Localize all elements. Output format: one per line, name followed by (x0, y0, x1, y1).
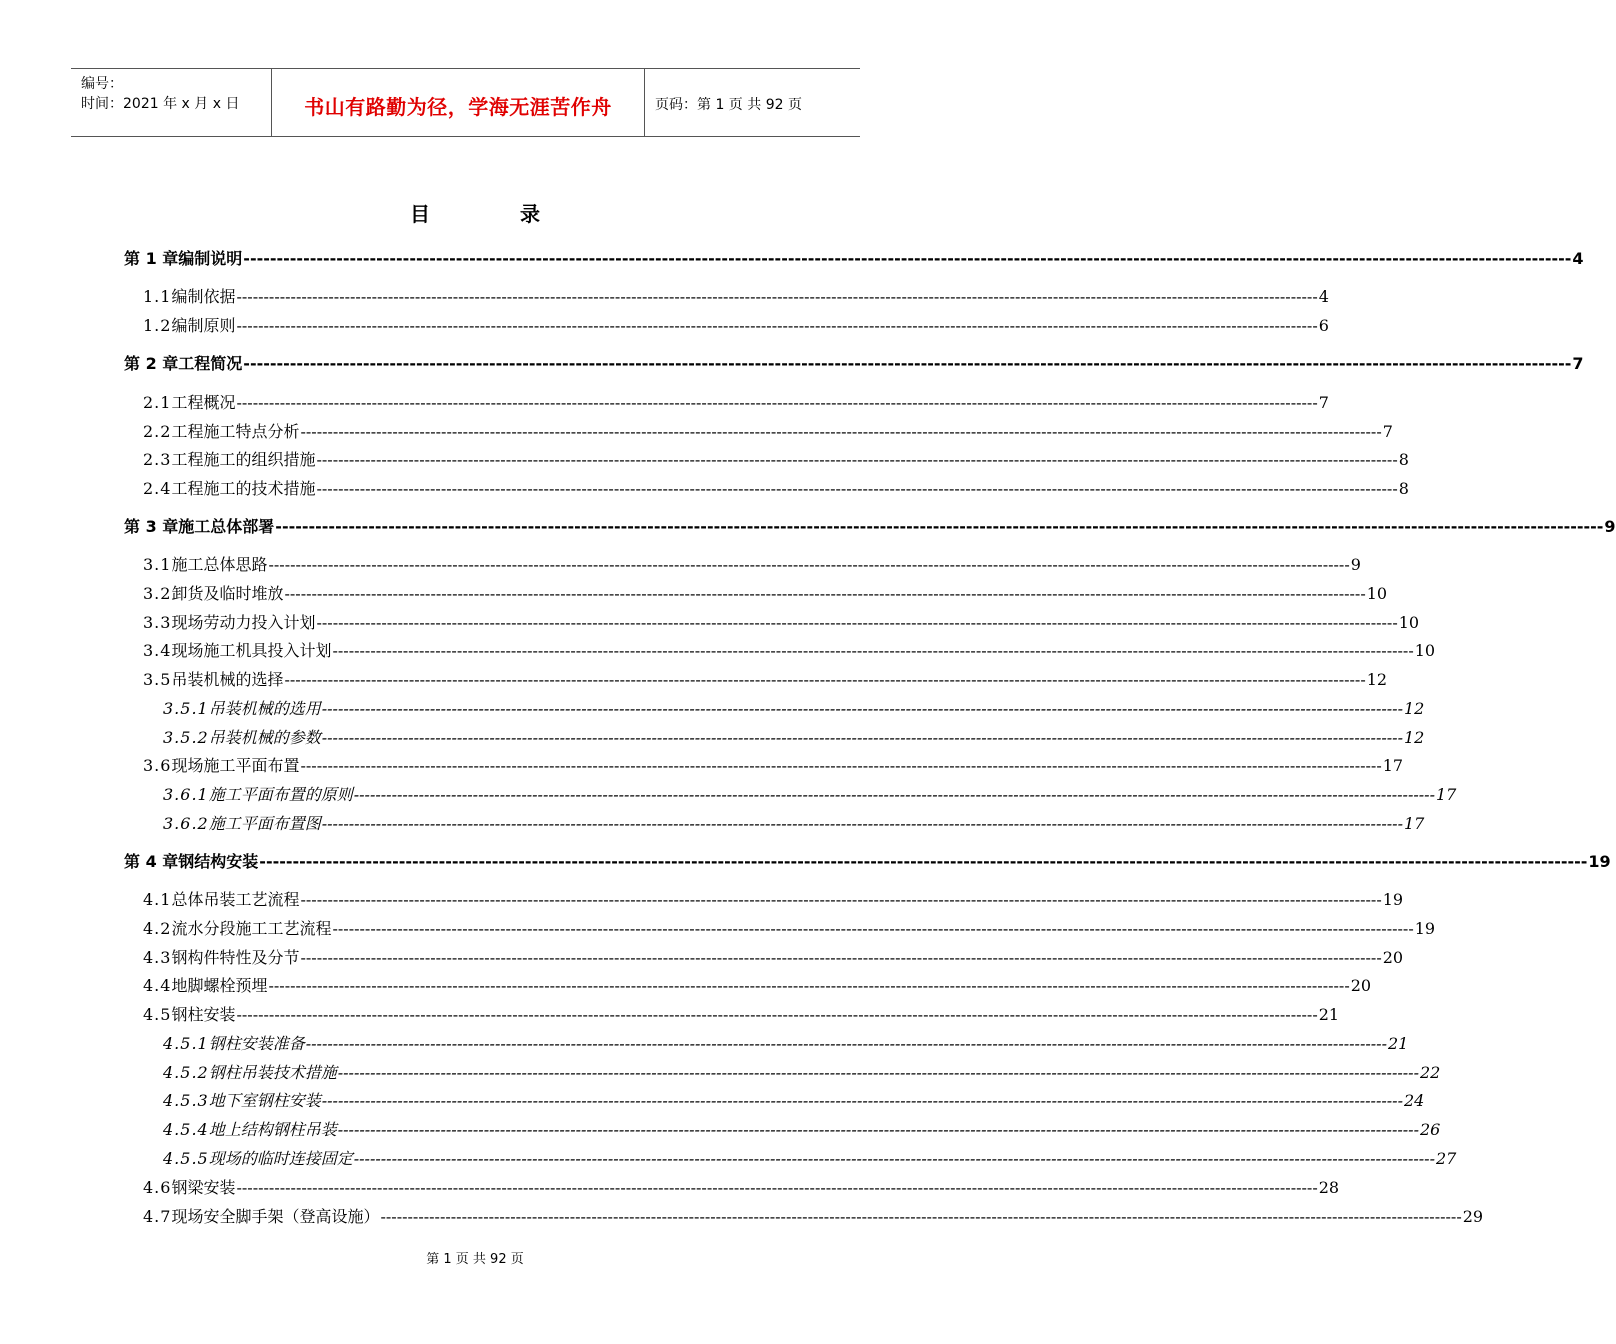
toc-entry-title: 编制说明 (178, 249, 243, 268)
toc-entry[interactable] (143, 667, 1388, 689)
toc-entry-page: 20 (1382, 948, 1404, 967)
toc-entry-title: 钢柱安装准备 (208, 1034, 305, 1053)
toc-entry-number: 1.2 (143, 316, 172, 335)
toc-leader-dashes: -------------------------------------------------------------------------------------------------------------------------------------------------------------------------------------------------------- (275, 517, 1604, 536)
toc-leader-dashes: -------------------------------------------------------------------------------------------------------------------------------------------------------------------------------------------------------- (236, 287, 1318, 306)
toc-entry[interactable] (163, 1031, 1409, 1053)
toc-entry-number: 第 1 章 (124, 249, 179, 268)
toc-leader-dashes: -------------------------------------------------------------------------------------------------------------------------------------------------------------------------------------------------------- (321, 699, 1403, 718)
toc-entry-number: 3.6.2 (163, 814, 209, 833)
toc-entry-page: 17 (1403, 814, 1425, 833)
toc-entry-page: 9 (1350, 555, 1361, 574)
toc-entry-page: 4 (1572, 249, 1584, 268)
page-footer: 第 1 页 共 92 页 (426, 1252, 524, 1267)
toc-leader-dashes: -------------------------------------------------------------------------------------------------------------------------------------------------------------------------------------------------------- (236, 316, 1318, 335)
toc-leader-dashes: -------------------------------------------------------------------------------------------------------------------------------------------------------------------------------------------------------- (236, 1005, 1318, 1024)
toc-entry-page: 19 (1414, 919, 1436, 938)
toc-entry[interactable] (143, 1002, 1340, 1024)
toc-entry-title: 地上结构钢柱吊装 (208, 1120, 337, 1139)
toc-entry-title: 施工平面布置的原则 (208, 785, 353, 804)
toc-leader-dashes: -------------------------------------------------------------------------------------------------------------------------------------------------------------------------------------------------------- (316, 613, 1398, 632)
toc-leader-dashes: -------------------------------------------------------------------------------------------------------------------------------------------------------------------------------------------------------- (243, 249, 1572, 268)
toc-entry-number: 3.1 (143, 555, 172, 574)
toc-leader-dashes: -------------------------------------------------------------------------------------------------------------------------------------------------------------------------------------------------------- (321, 728, 1403, 747)
toc-entry[interactable] (163, 782, 1457, 804)
toc-entry-title: 钢梁安装 (171, 1178, 236, 1197)
document-header (71, 68, 860, 137)
toc-entry-title: 现场安全脚手架（登高设施） (171, 1207, 380, 1226)
toc-leader-dashes: -------------------------------------------------------------------------------------------------------------------------------------------------------------------------------------------------------- (243, 354, 1572, 373)
toc-title (0, 198, 950, 227)
toc-entry-number: 3.6.1 (163, 785, 209, 804)
toc-entry-title: 工程施工的技术措施 (171, 479, 316, 498)
toc-entry-number: 4.5.5 (163, 1149, 209, 1168)
toc-entry-page: 21 (1387, 1034, 1409, 1053)
toc-entry-page: 20 (1350, 976, 1372, 995)
toc-entry[interactable] (143, 887, 1404, 909)
toc-entry-title: 现场施工平面布置 (171, 756, 300, 775)
toc-entry-number: 4.5 (143, 1005, 172, 1024)
toc-leader-dashes: -------------------------------------------------------------------------------------------------------------------------------------------------------------------------------------------------------- (259, 852, 1588, 871)
toc-entry-number: 第 3 章 (124, 517, 179, 536)
toc-leader-dashes: -------------------------------------------------------------------------------------------------------------------------------------------------------------------------------------------------------- (268, 976, 1350, 995)
toc-leader-dashes: -------------------------------------------------------------------------------------------------------------------------------------------------------------------------------------------------------- (380, 1207, 1462, 1226)
toc-entry-title: 钢柱安装 (171, 1005, 236, 1024)
toc-entry-number: 4.7 (143, 1207, 172, 1226)
toc-entry-page: 10 (1414, 641, 1436, 660)
toc-entry[interactable] (163, 1146, 1457, 1168)
toc-leader-dashes: -------------------------------------------------------------------------------------------------------------------------------------------------------------------------------------------------------- (300, 948, 1382, 967)
toc-entry-number: 4.4 (143, 976, 172, 995)
toc-leader-dashes: -------------------------------------------------------------------------------------------------------------------------------------------------------------------------------------------------------- (321, 1091, 1403, 1110)
toc-entry-number: 3.5.1 (163, 699, 209, 718)
toc-entry-page: 6 (1318, 316, 1329, 335)
toc-entry-title: 工程施工的组织措施 (171, 450, 316, 469)
toc-entry[interactable] (143, 313, 1329, 335)
toc-entry[interactable] (143, 1175, 1340, 1197)
toc-entry[interactable] (143, 973, 1372, 995)
toc-leader-dashes: -------------------------------------------------------------------------------------------------------------------------------------------------------------------------------------------------------- (332, 919, 1414, 938)
toc-entry-title: 施工平面布置图 (208, 814, 321, 833)
toc-leader-dashes: -------------------------------------------------------------------------------------------------------------------------------------------------------------------------------------------------------- (300, 756, 1382, 775)
toc-leader-dashes: -------------------------------------------------------------------------------------------------------------------------------------------------------------------------------------------------------- (332, 641, 1414, 660)
toc-entry-page: 22 (1419, 1063, 1441, 1082)
toc-entry-title: 现场施工机具投入计划 (171, 641, 332, 660)
toc-entry[interactable] (163, 1117, 1441, 1139)
toc-entry-title: 施工总体思路 (171, 555, 268, 574)
toc-entry-number: 第 2 章 (124, 354, 179, 373)
toc-entry-page: 17 (1435, 785, 1457, 804)
toc-leader-dashes: -------------------------------------------------------------------------------------------------------------------------------------------------------------------------------------------------------- (316, 450, 1398, 469)
toc-entry-number: 2.3 (143, 450, 172, 469)
toc-entry-number: 3.6 (143, 756, 172, 775)
toc-entry-title: 现场的临时连接固定 (208, 1149, 353, 1168)
toc-leader-dashes: -------------------------------------------------------------------------------------------------------------------------------------------------------------------------------------------------------- (337, 1120, 1419, 1139)
header-page-info: 页码：第 1 页 共 92 页 (655, 97, 802, 113)
toc-entry-page: 12 (1366, 670, 1388, 689)
toc-entry-title: 编制原则 (171, 316, 236, 335)
toc-entry[interactable] (143, 447, 1409, 469)
toc-leader-dashes: -------------------------------------------------------------------------------------------------------------------------------------------------------------------------------------------------------- (300, 422, 1382, 441)
toc-entry-number: 1.1 (143, 287, 172, 306)
toc-entry-title: 地脚螺栓预埋 (171, 976, 268, 995)
toc-entry[interactable] (143, 390, 1329, 412)
toc-entry[interactable] (163, 1060, 1441, 1082)
toc-entry[interactable] (124, 351, 1584, 373)
toc-entry-number: 2.2 (143, 422, 172, 441)
toc-leader-dashes: -------------------------------------------------------------------------------------------------------------------------------------------------------------------------------------------------------- (316, 479, 1398, 498)
toc-entry[interactable] (143, 638, 1436, 660)
toc-entry-page: 10 (1366, 584, 1388, 603)
toc-leader-dashes: -------------------------------------------------------------------------------------------------------------------------------------------------------------------------------------------------------- (300, 890, 1382, 909)
toc-leader-dashes: -------------------------------------------------------------------------------------------------------------------------------------------------------------------------------------------------------- (284, 670, 1366, 689)
toc-entry[interactable] (143, 476, 1409, 498)
toc-entry-title: 钢构件特性及分节 (171, 948, 300, 967)
toc-entry-page: 19 (1382, 890, 1404, 909)
toc-entry-number: 3.3 (143, 613, 172, 632)
toc-entry-page: 26 (1419, 1120, 1441, 1139)
toc-entry[interactable] (163, 811, 1425, 833)
toc-leader-dashes: -------------------------------------------------------------------------------------------------------------------------------------------------------------------------------------------------------- (236, 1178, 1318, 1197)
toc-entry-page: 12 (1403, 699, 1425, 718)
toc-entry-page: 7 (1382, 422, 1393, 441)
toc-entry-page: 4 (1318, 287, 1329, 306)
toc-entry-title: 吊装机械的选择 (171, 670, 284, 689)
toc-entry-number: 3.4 (143, 641, 172, 660)
toc-entry[interactable] (143, 552, 1361, 574)
toc-entry-title: 工程简况 (178, 354, 243, 373)
toc-entry-page: 10 (1398, 613, 1420, 632)
toc-entry[interactable] (143, 1204, 1484, 1226)
toc-entry[interactable] (143, 945, 1404, 967)
toc-entry-page: 19 (1588, 852, 1611, 871)
toc-leader-dashes: -------------------------------------------------------------------------------------------------------------------------------------------------------------------------------------------------------- (268, 555, 1350, 574)
header-page-cell (645, 69, 860, 136)
header-motto-cell (272, 69, 645, 136)
toc-entry[interactable] (143, 916, 1436, 938)
toc-entry-title: 工程施工特点分析 (171, 422, 300, 441)
toc-entry-title: 吊装机械的参数 (208, 728, 321, 747)
toc-entry-title: 施工总体部署 (178, 517, 275, 536)
toc-entry-page: 7 (1572, 354, 1584, 373)
toc-title-left: 目 (410, 202, 430, 226)
toc-entry-page: 17 (1382, 756, 1404, 775)
toc-entry-number: 3.2 (143, 584, 172, 603)
toc-entry-number: 4.1 (143, 890, 172, 909)
toc-leader-dashes: -------------------------------------------------------------------------------------------------------------------------------------------------------------------------------------------------------- (284, 584, 1366, 603)
toc-entry-page: 29 (1462, 1207, 1484, 1226)
toc-entry-number: 4.5.3 (163, 1091, 209, 1110)
toc-leader-dashes: -------------------------------------------------------------------------------------------------------------------------------------------------------------------------------------------------------- (305, 1034, 1387, 1053)
toc-entry-number: 3.5 (143, 670, 172, 689)
toc-entry[interactable] (124, 514, 1616, 536)
time-label: 时间：2021 年 x 月 x 日 (81, 96, 240, 112)
toc-entry-title: 地下室钢柱安装 (208, 1091, 321, 1110)
toc-entry-number: 4.6 (143, 1178, 172, 1197)
toc-title-right: 录 (520, 202, 540, 226)
toc-entry-title: 吊装机械的选用 (208, 699, 321, 718)
toc-entry-title: 钢柱吊装技术措施 (208, 1063, 337, 1082)
toc-entry-number: 4.5.1 (163, 1034, 209, 1053)
toc-entry[interactable] (143, 610, 1420, 632)
toc-entry-page: 12 (1403, 728, 1425, 747)
toc-entry-number: 2.1 (143, 393, 172, 412)
toc-entry[interactable] (163, 1088, 1425, 1110)
toc-entry-number: 4.2 (143, 919, 172, 938)
toc-leader-dashes: -------------------------------------------------------------------------------------------------------------------------------------------------------------------------------------------------------- (353, 785, 1435, 804)
toc-entry-page: 9 (1604, 517, 1616, 536)
toc-entry-number: 4.5.2 (163, 1063, 209, 1082)
toc-leader-dashes: -------------------------------------------------------------------------------------------------------------------------------------------------------------------------------------------------------- (236, 393, 1318, 412)
toc-entry-page: 27 (1435, 1149, 1457, 1168)
toc-entry-title: 钢结构安装 (178, 852, 259, 871)
toc-entry[interactable] (163, 725, 1425, 747)
toc-entry-page: 28 (1318, 1178, 1340, 1197)
header-motto: 书山有路勤为径，学海无涯苦作舟 (304, 95, 612, 119)
toc-leader-dashes: -------------------------------------------------------------------------------------------------------------------------------------------------------------------------------------------------------- (353, 1149, 1435, 1168)
toc-entry[interactable] (124, 246, 1584, 268)
toc-entry-page: 7 (1318, 393, 1329, 412)
number-label: 编号： (81, 76, 123, 92)
toc-entry-title: 工程概况 (171, 393, 236, 412)
toc-entry-number: 3.5.2 (163, 728, 209, 747)
header-meta-cell (71, 69, 272, 136)
toc-entry-number: 4.5.4 (163, 1120, 209, 1139)
toc-entry-number: 2.4 (143, 479, 172, 498)
toc-entry[interactable] (163, 696, 1425, 718)
toc-entry[interactable] (143, 284, 1329, 306)
toc-entry-number: 4.3 (143, 948, 172, 967)
toc-entry-page: 21 (1318, 1005, 1340, 1024)
toc-leader-dashes: -------------------------------------------------------------------------------------------------------------------------------------------------------------------------------------------------------- (337, 1063, 1419, 1082)
toc-leader-dashes: -------------------------------------------------------------------------------------------------------------------------------------------------------------------------------------------------------- (321, 814, 1403, 833)
toc-entry-title: 编制依据 (171, 287, 236, 306)
toc-entry-title: 卸货及临时堆放 (171, 584, 284, 603)
toc-entry-title: 现场劳动力投入计划 (171, 613, 316, 632)
toc-entry[interactable] (124, 849, 1611, 871)
toc-entry[interactable] (143, 753, 1404, 775)
toc-entry-page: 8 (1398, 450, 1409, 469)
toc-entry-title: 流水分段施工工艺流程 (171, 919, 332, 938)
toc-entry-number: 第 4 章 (124, 852, 179, 871)
toc-entry[interactable] (143, 419, 1393, 441)
toc-entry-page: 24 (1403, 1091, 1425, 1110)
toc-entry[interactable] (143, 581, 1388, 603)
toc-entry-page: 8 (1398, 479, 1409, 498)
toc-entry-title: 总体吊装工艺流程 (171, 890, 300, 909)
